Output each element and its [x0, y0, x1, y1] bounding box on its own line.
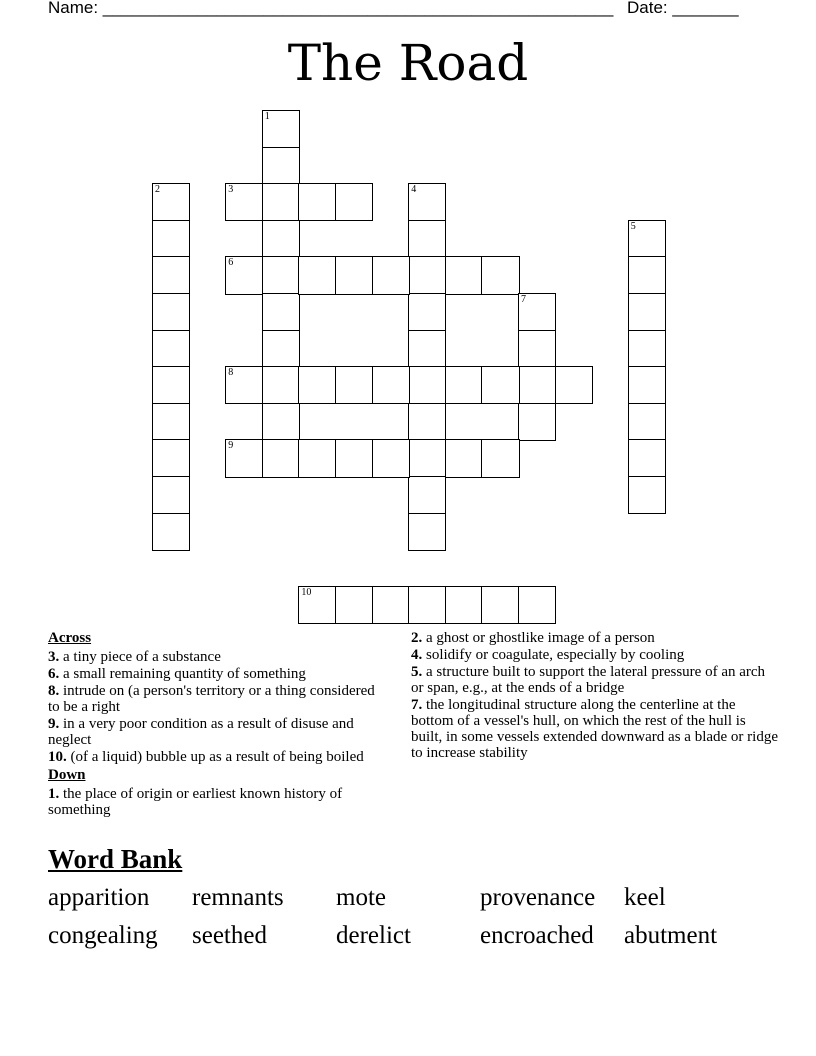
clue-text: (of a liquid) bubble up as a result of being boiled — [66, 749, 364, 765]
clue-text: a tiny piece of a substance — [59, 649, 221, 665]
clue-number: 5. — [411, 664, 423, 680]
clue-text: intrude on (a person's territory or a thing considered to be a right — [48, 683, 375, 715]
crossword-cell[interactable] — [262, 439, 300, 477]
clue-number: 1. — [48, 786, 60, 802]
crossword-cell[interactable] — [152, 330, 190, 368]
crossword-cell[interactable] — [481, 366, 519, 404]
clue-down-7 — [411, 697, 778, 761]
word-bank-word: derelict — [336, 922, 411, 949]
crossword-cell[interactable] — [335, 256, 373, 294]
word-bank-word: abutment — [624, 922, 718, 949]
crossword-cell[interactable] — [152, 476, 190, 514]
crossword-cell[interactable] — [481, 439, 519, 477]
clue-down-5 — [411, 664, 778, 696]
clue-across-6 — [48, 666, 380, 682]
cell-number: 2 — [155, 184, 160, 196]
crossword-cell[interactable] — [262, 220, 300, 258]
crossword-cell[interactable] — [408, 330, 446, 368]
crossword-cell[interactable] — [152, 439, 190, 477]
crossword-cell[interactable] — [225, 256, 263, 294]
crossword-cell[interactable] — [152, 256, 190, 294]
crossword-cell[interactable] — [408, 366, 446, 404]
clue-number: 2. — [411, 630, 423, 646]
clue-down-2 — [411, 630, 778, 646]
crossword-cell[interactable] — [445, 256, 483, 294]
crossword-cell[interactable] — [225, 183, 263, 221]
word-bank-row — [48, 917, 768, 955]
crossword-cell[interactable] — [152, 293, 190, 331]
crossword-cell[interactable] — [408, 256, 446, 294]
clues-left-column — [48, 628, 380, 819]
clue-across-3 — [48, 649, 380, 665]
crossword-cell[interactable] — [518, 403, 556, 441]
cell-number: 1 — [264, 111, 270, 122]
crossword-cell[interactable] — [518, 330, 556, 368]
crossword-cell[interactable] — [262, 403, 300, 441]
crossword-cell[interactable] — [518, 366, 556, 404]
down-heading: Down — [48, 767, 86, 783]
clue-number: 9. — [48, 716, 60, 732]
crossword-cell[interactable] — [335, 183, 373, 221]
crossword-cell[interactable] — [445, 439, 483, 477]
word-bank-word: apparition — [48, 884, 150, 911]
crossword-cell[interactable] — [628, 256, 666, 294]
cell-number: 4 — [411, 184, 417, 196]
clue-text: a structure built to support the lateral pressure of an arch or span, e.g., at the ends of a bridge — [411, 664, 766, 696]
word-bank-word: mote — [336, 884, 386, 911]
crossword-cell[interactable] — [298, 439, 336, 477]
crossword-cell[interactable] — [628, 403, 666, 441]
clue-text: solidify or coagulate, especially by cooling — [422, 647, 685, 663]
word-bank-word: provenance — [480, 884, 596, 911]
crossword-cell[interactable] — [445, 586, 483, 624]
clue-number: 3. — [48, 649, 60, 665]
crossword-cell[interactable] — [335, 586, 373, 624]
crossword-cell[interactable] — [408, 220, 446, 258]
crossword-cell[interactable] — [372, 256, 410, 294]
word-bank-row — [48, 879, 768, 917]
crossword-cell[interactable] — [152, 183, 190, 221]
cell-number: 6 — [228, 257, 234, 269]
crossword-cell[interactable] — [298, 586, 336, 624]
crossword-cell[interactable] — [628, 439, 666, 477]
crossword-cell[interactable] — [481, 256, 519, 294]
crossword-cell[interactable] — [408, 476, 446, 514]
clue-text: a small remaining quantity of something — [59, 666, 306, 682]
crossword-cell[interactable] — [262, 293, 300, 331]
clue-number: 4. — [411, 647, 423, 663]
crossword-cell[interactable] — [262, 366, 300, 404]
clues-right-column — [411, 628, 778, 762]
crossword-cell[interactable] — [152, 366, 190, 404]
crossword-cell[interactable] — [225, 366, 263, 404]
word-bank-word: congealing — [48, 922, 158, 949]
crossword-cell[interactable] — [372, 586, 410, 624]
clue-down-4 — [411, 647, 778, 663]
crossword-cell[interactable] — [335, 366, 373, 404]
clue-number: 8. — [48, 683, 60, 699]
crossword-cell[interactable] — [152, 513, 190, 551]
crossword-cell[interactable] — [518, 293, 556, 331]
crossword-cell[interactable] — [628, 293, 666, 331]
word-bank-word: keel — [624, 884, 666, 911]
date-field-label: Date: _______ — [627, 0, 739, 17]
page-title: The Road — [287, 34, 529, 92]
crossword-cell[interactable] — [408, 403, 446, 441]
cell-number: 3 — [228, 184, 234, 196]
cell-number: 10 — [301, 586, 312, 598]
cell-number: 9 — [228, 440, 234, 452]
word-bank — [48, 879, 768, 955]
crossword-cell[interactable] — [408, 293, 446, 331]
crossword-cell[interactable] — [481, 586, 519, 624]
crossword-cell[interactable] — [262, 256, 300, 294]
crossword-cell[interactable] — [152, 220, 190, 258]
crossword-cell[interactable] — [262, 330, 300, 368]
crossword-cell[interactable] — [372, 439, 410, 477]
word-bank-word: remnants — [192, 884, 284, 911]
crossword-cell[interactable] — [298, 256, 336, 294]
crossword-cell[interactable] — [408, 513, 446, 551]
clue-text: a ghost or ghostlike image of a person — [422, 630, 655, 646]
crossword-cell[interactable] — [262, 110, 300, 148]
clue-across-8 — [48, 683, 380, 715]
crossword-cell[interactable] — [408, 183, 446, 221]
crossword-cell[interactable] — [152, 403, 190, 441]
crossword-cell[interactable] — [298, 366, 336, 404]
name-field-label: Name: ______________________________________________________ — [48, 0, 614, 17]
crossword-cell[interactable] — [372, 366, 410, 404]
crossword-cell[interactable] — [518, 586, 556, 624]
clue-text: in a very poor condition as a result of disuse and neglect — [48, 716, 354, 748]
crossword-cell[interactable] — [262, 183, 300, 221]
clue-across-10 — [48, 749, 380, 765]
crossword-cell[interactable] — [408, 439, 446, 477]
crossword-cell[interactable] — [262, 147, 300, 185]
crossword-cell[interactable] — [628, 476, 666, 514]
crossword-cell[interactable] — [628, 330, 666, 368]
crossword-cell[interactable] — [408, 586, 446, 624]
clue-text: the place of origin or earliest known history of something — [48, 786, 343, 818]
clue-number: 10. — [48, 749, 67, 765]
crossword-cell[interactable] — [628, 366, 666, 404]
cell-number: 8 — [228, 367, 234, 379]
clue-text: the longitudinal structure along the centerline at the bottom of a vessel's hull, on which the rest of the hull is built, in some vessels extended downward as a blade or ridge to increase stability — [411, 697, 778, 761]
across-heading: Across — [48, 630, 92, 646]
crossword-cell[interactable] — [225, 439, 263, 477]
clue-number: 7. — [411, 697, 423, 713]
crossword-cell[interactable] — [555, 366, 593, 404]
clue-across-9 — [48, 716, 380, 748]
crossword-cell[interactable] — [335, 439, 373, 477]
crossword-cell[interactable] — [445, 366, 483, 404]
word-bank-heading: Word Bank — [48, 844, 183, 874]
crossword-cell[interactable] — [298, 183, 336, 221]
cell-number: 7 — [521, 294, 526, 305]
word-bank-word: encroached — [480, 922, 594, 949]
word-bank-word: seethed — [192, 922, 267, 949]
clue-down-1 — [48, 786, 380, 818]
crossword-cell[interactable] — [628, 220, 666, 258]
clue-number: 6. — [48, 666, 60, 682]
cell-number: 5 — [630, 220, 636, 232]
